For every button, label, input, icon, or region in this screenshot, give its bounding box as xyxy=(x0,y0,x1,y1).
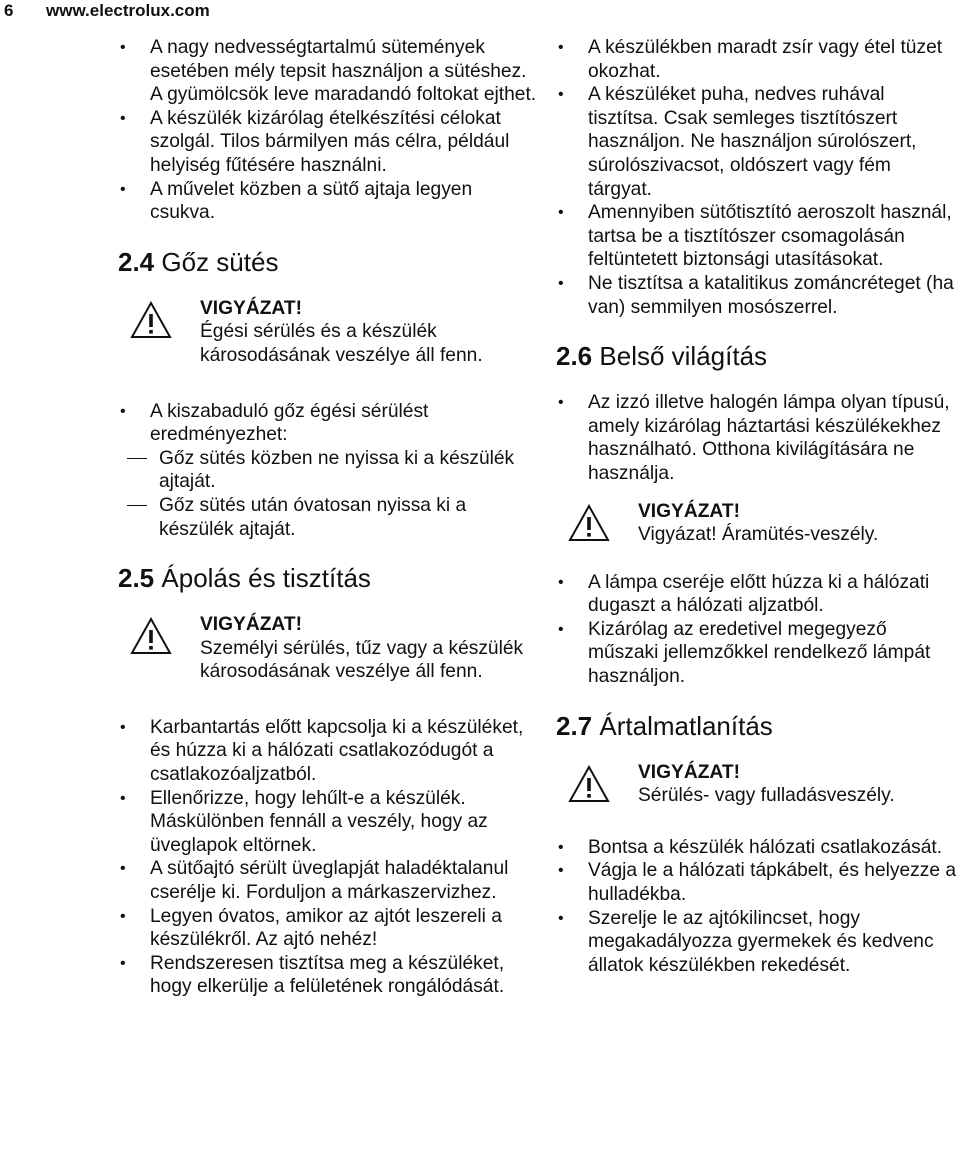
list-item: • A lámpa cseréje előtt húzza ki a hálózati dugaszt a hálózati aljzatból. xyxy=(556,571,960,618)
list-item: • Vágja le a hálózati tápkábelt, és helyezze a hulladékba. xyxy=(556,859,960,906)
warning-text: Égési sérülés és a készülék károsodásának veszélye áll fenn. xyxy=(200,321,483,366)
warning-title: VIGYÁZAT! xyxy=(638,500,740,522)
section-title: Ártalmatlanítás xyxy=(599,710,773,741)
list-item: • Karbantartás előtt kapcsolja ki a készüléket, és húzza ki a hálózati csatlakozódugót a csatlakozóaljzatból. xyxy=(118,716,538,787)
list-item: • Legyen óvatos, amikor az ajtót leszereli a készülékről. Az ajtó nehéz! xyxy=(118,905,538,952)
section-heading-2-7 xyxy=(556,711,960,741)
dash-item: Gőz sütés közben ne nyissa ki a készülék ajtaját. xyxy=(118,447,538,494)
warning-box xyxy=(556,761,960,808)
page-number: 6 xyxy=(4,1,14,20)
list-item: • Bontsa a készülék hálózati csatlakozását. xyxy=(556,836,960,860)
list-item: • A sütőajtó sérült üveglapját haladéktalanul cserélje ki. Forduljon a márkaszervizhez. xyxy=(118,857,538,904)
dash-item: Gőz sütés után óvatosan nyissa ki a készülék ajtaját. xyxy=(118,494,538,541)
warning-triangle-icon xyxy=(568,765,610,803)
warning-triangle-icon xyxy=(130,301,172,339)
site-url: www.electrolux.com xyxy=(46,1,210,20)
warning-text: Vigyázat! Áramütés-veszély. xyxy=(638,524,879,546)
bullet-list xyxy=(556,36,960,319)
list-item: • Amennyiben sütőtisztító aeroszolt használ, tartsa be a tisztítószer csomagolásán feltüntetett biztonsági utasításokat. xyxy=(556,201,960,272)
bullet-list xyxy=(556,391,960,485)
section-title: Ápolás és tisztítás xyxy=(161,563,371,594)
list-item-text: A kiszabaduló gőz égési sérülést eredményezhet: xyxy=(150,400,429,446)
list-item xyxy=(118,400,538,542)
warning-triangle-icon xyxy=(568,504,610,542)
list-item: • Ellenőrizze, hogy lehűlt-e a készülék. Máskülönben fennáll a veszély, hogy az üveglapok eltörnek. xyxy=(118,787,538,858)
section-title: Belső világítás xyxy=(599,341,768,372)
warning-title: VIGYÁZAT! xyxy=(200,614,302,636)
list-item: • A nagy nedvességtartalmú sütemények esetében mély tepsit használjon a sütéshez. A gyümölcsök leve maradandó foltokat ejthet. xyxy=(118,36,538,107)
warning-box xyxy=(118,297,538,368)
bullet-list xyxy=(556,571,960,689)
section-number: 2.5 xyxy=(118,563,155,594)
section-number: 2.4 xyxy=(118,246,155,277)
section-number: 2.6 xyxy=(556,341,593,372)
section-title: Gőz sütés xyxy=(161,246,279,277)
section-heading-2-4 xyxy=(118,247,538,277)
section-heading-2-5 xyxy=(118,563,538,593)
section-number: 2.7 xyxy=(556,710,593,741)
list-item: • A művelet közben a sütő ajtaja legyen csukva. xyxy=(118,178,538,225)
warning-title: VIGYÁZAT! xyxy=(638,761,740,783)
bullet-list xyxy=(118,716,538,999)
list-item: • Kizárólag az eredetivel megegyező műszaki jellemzőkkel rendelkező lámpát használjon. xyxy=(556,618,960,689)
warning-text: Sérülés- vagy fulladásveszély. xyxy=(638,785,895,807)
bullet-list xyxy=(556,836,960,978)
list-item: • Az izzó illetve halogén lámpa olyan típusú, amely kizárólag háztartási készülékekhez használható. Otthona kivilágítására ne használja. xyxy=(556,391,960,485)
left-column xyxy=(118,36,538,999)
warning-text: Személyi sérülés, tűz vagy a készülék károsodásának veszélye áll fenn. xyxy=(200,637,524,683)
dash-list xyxy=(118,447,538,541)
right-column xyxy=(556,36,960,977)
list-item: • A készülékben maradt zsír vagy étel tüzet okozhat. xyxy=(556,36,960,83)
list-item: • Ne tisztítsa a katalitikus zománcréteget (ha van) semmilyen mosószerrel. xyxy=(556,272,960,319)
warning-box xyxy=(556,500,960,547)
page-header xyxy=(0,0,210,22)
warning-triangle-icon xyxy=(130,617,172,655)
list-item: • Szerelje le az ajtókilincset, hogy megakadályozza gyermekek és kedvenc állatok készülékben rekedését. xyxy=(556,907,960,978)
list-item: • A készüléket puha, nedves ruhával tisztítsa. Csak semleges tisztítószert használjon. Ne használjon súrolószert, súrolószivacsot, oldószert vagy fém tárgyat. xyxy=(556,83,960,201)
bullet-list xyxy=(118,400,538,542)
warning-box xyxy=(118,613,538,684)
warning-title: VIGYÁZAT! xyxy=(200,297,302,319)
section-heading-2-6 xyxy=(556,341,960,371)
list-item: • Rendszeresen tisztítsa meg a készüléket, hogy elkerülje a felületének rongálódását. xyxy=(118,952,538,999)
list-item: • A készülék kizárólag ételkészítési célokat szolgál. Tilos bármilyen más célra, például helyiség fűtésére használni. xyxy=(118,107,538,178)
bullet-list xyxy=(118,36,538,225)
